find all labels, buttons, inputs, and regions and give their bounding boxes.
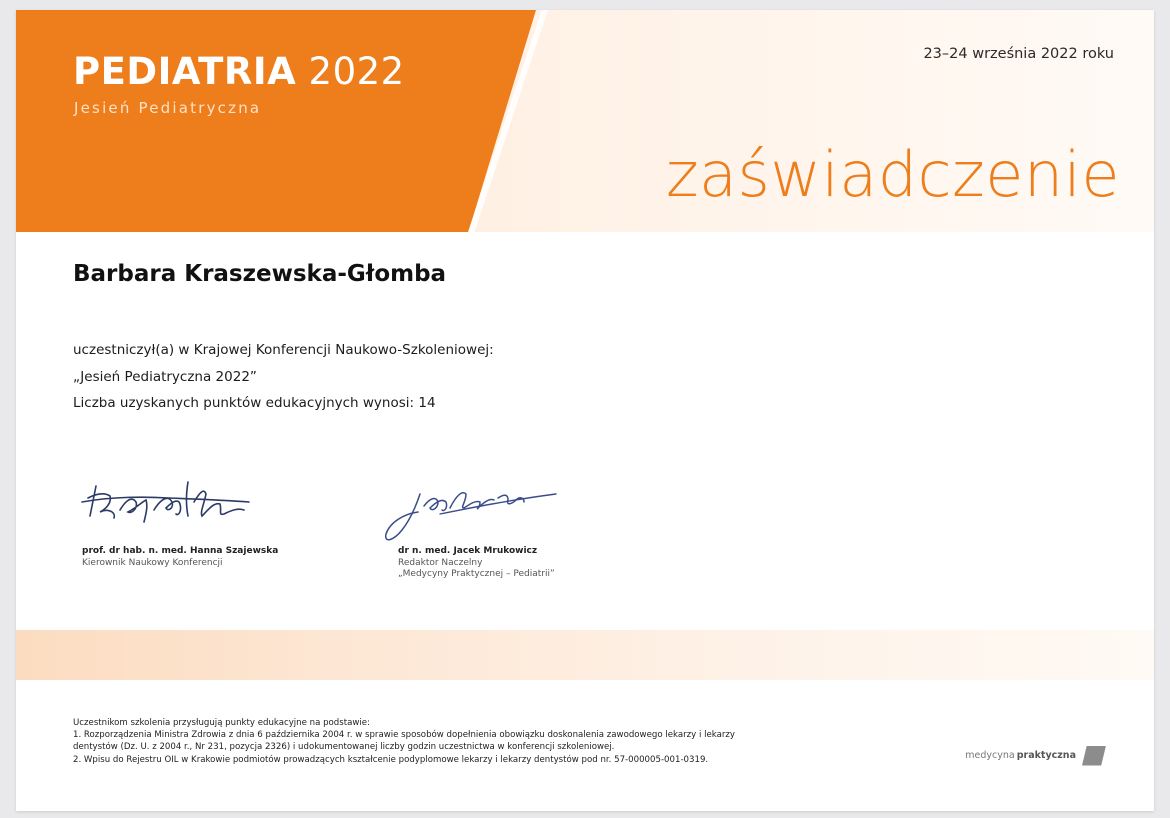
conference-date: 23–24 września 2022 roku — [923, 46, 1114, 62]
signatory-1-role: Kierownik Naukowy Konferencji — [82, 558, 223, 568]
legal-basis-footer — [73, 717, 833, 766]
slanted-parallelogram-icon — [1082, 746, 1106, 766]
points-statement: Liczba uzyskanych punktów edukacyjnych wynosi: 14 — [73, 395, 436, 411]
document-type-title: zaświadczenie — [665, 138, 1120, 211]
signature-block-1 — [74, 472, 334, 572]
recipient-name: Barbara Kraszewska-Głomba — [73, 261, 447, 287]
handwritten-signature-2 — [380, 472, 560, 552]
conference-subtitle: Jesień Pediatryczna — [74, 99, 262, 117]
logo-word-1: medycyna — [965, 750, 1015, 761]
footer-line: dentystów (Dz. U. z 2004 r., Nr 231, pozycja 2326) i udokumentowanej liczby godzin uczestnictwa w konferencji szkoleniowej. — [73, 742, 615, 753]
handwritten-signature-1 — [74, 472, 264, 532]
signatory-1-name: prof. dr hab. n. med. Hanna Szajewska — [82, 546, 279, 556]
signatory-2-role: Redaktor Naczelny — [398, 558, 483, 568]
signatory-2-name: dr n. med. Jacek Mrukowicz — [398, 546, 538, 556]
participation-statement: uczestniczył(a) w Krajowej Konferencji Naukowo-Szkoleniowej: — [73, 342, 494, 358]
footer-line: 2. Wpisu do Rejestru OIL w Krakowie podmiotów prowadzących kształcenie podyplomowe lekarzy i lekarzy dentystów pod nr. 57-000005-001-0319. — [73, 754, 709, 765]
certificate-page — [16, 10, 1154, 811]
header-orange-panel — [16, 10, 536, 232]
footer-line: 1. Rozporządzenia Ministra Zdrowia z dnia 6 października 2004 r. w sprawie sposobów dopełnienia obowiązku doskonalenia zawodowego lekarzy i lekarzy — [73, 730, 735, 741]
publisher-logo — [965, 745, 1106, 765]
brand-year: 2022 — [308, 50, 405, 93]
signatory-2-publication: „Medycyny Praktycznej – Pediatrii” — [398, 569, 555, 579]
footer-line: Uczestnikom szkolenia przysługują punkty edukacyjne na podstawie: — [73, 718, 370, 728]
signature-block-2 — [380, 472, 640, 582]
certificate-body — [73, 337, 494, 417]
conference-title: „Jesień Pediatryczna 2022” — [73, 368, 257, 385]
brand-name: PEDIATRIA — [73, 50, 297, 93]
logo-word-2: praktyczna — [1016, 750, 1076, 761]
decorative-band — [16, 630, 1154, 680]
conference-brand — [73, 50, 405, 93]
